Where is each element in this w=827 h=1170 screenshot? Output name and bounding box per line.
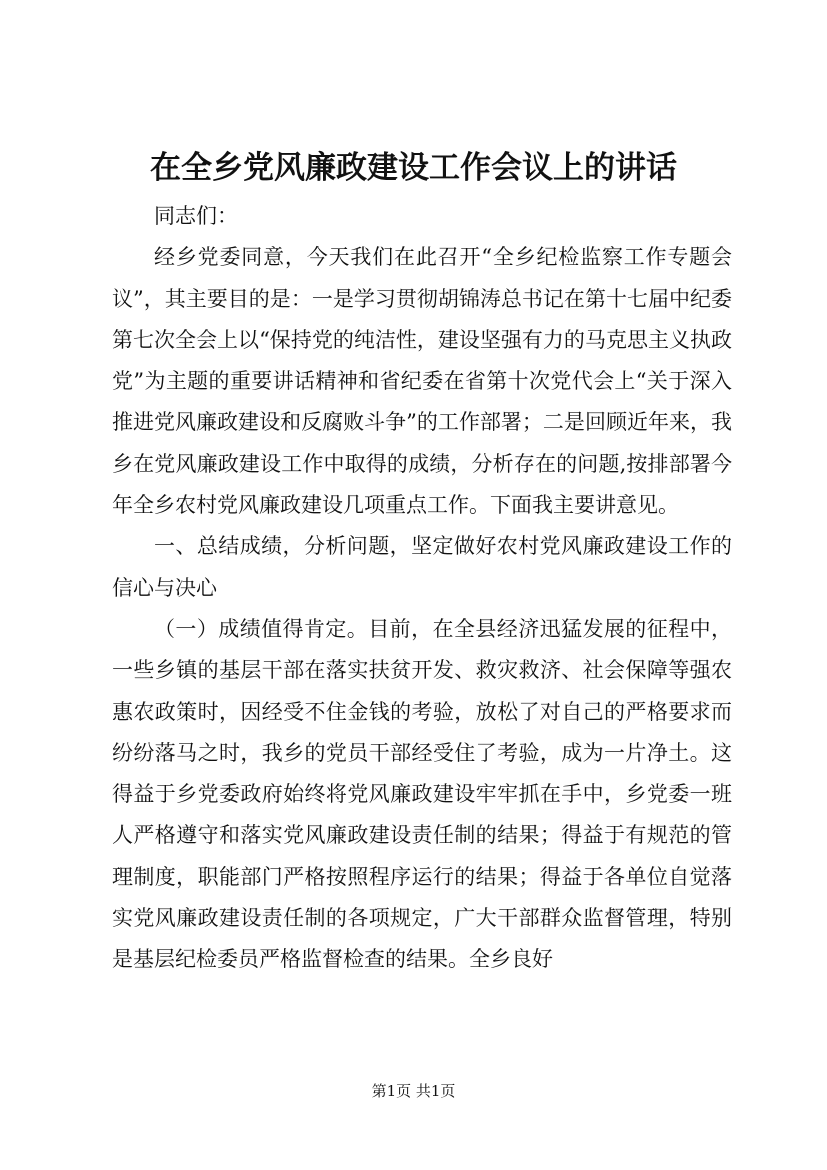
document-body — [112, 196, 732, 981]
section-heading-1: 一、总结成绩，分析问题，坚定做好农村党风廉政建设工作的信心与决心 — [112, 534, 732, 600]
paragraph-achievements: （一）成绩值得肯定。目前，在全县经济迅猛发展的征程中，一些乡镇的基层干部在落实扶贫开发、救灾救济、社会保障等强农惠农政策时，因经受不住金钱的考验，放松了对自己的严格要求而纷纷落马之时，我乡的党员干部经受住了考验，成为一片净土。这得益于乡党委政府始终将党风廉政建设牢牢抓在手中，乡党委一班人严格遵守和落实党风廉政建设责任制的结果；得益于有规范的管理制度，职能部门严格按照程序运行的结果；得益于各单位自觉落实党风廉政建设责任制的各项规定，广大干部群众监督管理，特别是基层纪检委员严格监督检查的结果。全乡良好 — [112, 616, 732, 972]
paragraph-intro: 经乡党委同意，今天我们在此召开“全乡纪检监察工作专题会议”，其主要目的是：一是学习贯彻胡锦涛总书记在第十七届中纪委第七次全会上以“保持党的纯洁性，建设坚强有力的马克思主义执政党”为主题的重要讲话精神和省纪委在省第十次党代会上“关于深入推进党风廉政建设和反腐败斗争”的工作部署；二是回顾近年来，我乡在党风廉政建设工作中取得的成绩，分析存在的问题,按排部署今年全乡农村党风廉政建设几项重点工作。下面我主要讲意见。 — [112, 245, 732, 518]
document-title: 在全乡党风廉政建设工作会议上的讲话 — [150, 150, 677, 186]
page-footer: 第1页 共1页 — [371, 1082, 456, 1100]
salutation: 同志们： — [154, 204, 238, 228]
